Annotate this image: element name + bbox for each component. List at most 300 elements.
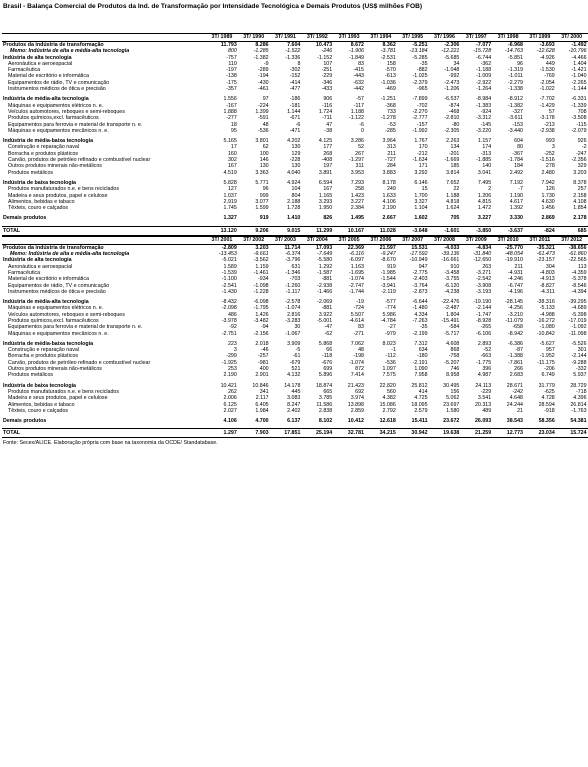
value-cell: -201 [448, 150, 460, 157]
value-cell: -3.637 [492, 226, 524, 235]
value-cell: 6.125 [223, 401, 237, 408]
value-cell: -1.009 [476, 73, 492, 80]
value-cell: 58.356 [538, 418, 555, 425]
value-cell: -3.908 [476, 282, 492, 289]
value-cell: -918 [544, 407, 555, 414]
value-cell: 107 [323, 60, 333, 67]
value-cell: -1.264 [476, 86, 492, 93]
value-cell: -2.265 [571, 79, 587, 86]
value-cell: -31.840 [473, 251, 492, 258]
value-cell: -4.926 [539, 54, 555, 61]
value-cell: 3.041 [477, 169, 492, 176]
value-cell: -1.228 [253, 288, 269, 295]
value-cell: 10.473 [315, 42, 333, 48]
value-cell: -1.539 [221, 269, 237, 276]
value-cell: -1.747 [476, 311, 492, 318]
value-cell: -1.251 [380, 96, 396, 103]
value-cell: -1.025 [412, 73, 428, 80]
column-header: 3T/ 1993 [333, 34, 365, 42]
value-cell: 4.202 [287, 138, 301, 145]
value-cell: -724 [353, 305, 364, 312]
column-header: 3T/ 1990 [238, 34, 270, 42]
value-cell: -577 [385, 299, 396, 306]
value-cell: 1.724 [318, 108, 333, 115]
row-label: Equipamentos de rádio, TV e comunicação [8, 282, 110, 289]
value-cell: -175 [226, 79, 237, 86]
value-cell: 910 [450, 263, 460, 270]
value-cell: 83 [358, 60, 364, 67]
value-cell: 1.472 [477, 205, 492, 212]
row-label: Material de escritório e informática [8, 73, 89, 80]
value-cell: -6.537 [444, 96, 460, 103]
value-cell: 167 [323, 186, 333, 193]
value-cell: 1.624 [446, 205, 460, 212]
value-cell: -3.648 [397, 226, 429, 235]
value-cell: 26.093 [474, 418, 492, 425]
value-cell: -3.220 [476, 127, 492, 134]
row-label: Construção e reparação naval [8, 347, 79, 354]
value-cell: 3.801 [255, 138, 269, 145]
value-cell: -2.873 [412, 288, 428, 295]
value-cell: 23.672 [443, 418, 460, 425]
value-cell: 3.974 [350, 395, 364, 402]
value-cell: 705 [450, 215, 460, 222]
value-cell: -53 [388, 121, 396, 128]
value-cell: -167 [226, 102, 237, 109]
value-cell: -5.207 [444, 359, 460, 366]
value-cell: 304 [545, 263, 555, 270]
value-cell: 11.714 [284, 244, 301, 251]
value-cell: -1.421 [571, 67, 587, 74]
value-cell: -62 [324, 330, 333, 337]
value-cell: 13.898 [347, 401, 364, 408]
value-cell: -4.394 [571, 288, 587, 295]
value-cell: 2.816 [287, 311, 301, 318]
value-cell: -6.644 [412, 299, 428, 306]
value-cell: -3.193 [476, 288, 492, 295]
row-label: Produtos químicos,excl. farmacêuticos [8, 317, 99, 324]
value-cell: 6.594 [318, 179, 333, 186]
value-cell: -2.487 [444, 305, 460, 312]
value-cell: 313 [386, 144, 396, 151]
value-cell: -157 [416, 121, 428, 128]
value-cell: 2.190 [223, 372, 237, 379]
value-cell: -5.001 [317, 317, 333, 324]
value-cell: 2.188 [287, 198, 301, 205]
value-cell: -118 [321, 353, 333, 360]
value-cell: 30 [294, 324, 301, 331]
value-cell: -769 [544, 73, 555, 80]
value-cell: -2.119 [381, 288, 396, 295]
value-cell: -198 [353, 353, 364, 360]
value-cell: -197 [226, 67, 237, 74]
value-cell: 57 [548, 108, 555, 115]
column-header: 3T/ 2002 [238, 236, 270, 244]
value-cell: 249 [386, 186, 396, 193]
value-cell: -8.670 [380, 257, 396, 264]
value-cell: 5.771 [255, 179, 269, 186]
value-cell: 1.556 [223, 96, 237, 103]
value-cell: -4.466 [571, 54, 587, 61]
value-cell: 1.888 [223, 108, 237, 115]
value-cell: 919 [259, 215, 269, 222]
value-cell: 8.102 [318, 418, 333, 425]
row-label: Têxteis, couro e calçados [8, 407, 69, 414]
row-label: Produtos metálicos [8, 372, 54, 379]
value-cell: -289 [257, 67, 269, 74]
row-label: Indústria de média-alta tecnologia [3, 96, 89, 103]
value-cell: -5.378 [571, 276, 587, 283]
value-cell: -6.744 [476, 54, 492, 61]
value-cell: -247 [575, 150, 587, 157]
value-cell: -6.098 [253, 299, 269, 306]
value-cell: -367 [512, 150, 523, 157]
value-cell: -48.054 [505, 251, 523, 258]
value-cell: -5.285 [412, 54, 428, 61]
value-cell: -2.191 [412, 359, 428, 366]
value-cell: -5.133 [539, 305, 555, 312]
value-cell: 1.327 [223, 215, 237, 222]
value-cell: 8.378 [573, 179, 587, 186]
value-cell: 130 [291, 163, 301, 170]
value-cell: 2.893 [477, 340, 492, 347]
row-label: Memo: Indústria de alta e média-alta tecnologia [10, 251, 130, 258]
value-cell: -22.565 [568, 257, 587, 264]
value-cell: 2.178 [573, 215, 587, 222]
value-cell: -3.978 [221, 317, 237, 324]
value-cell: -4.311 [540, 288, 555, 295]
value-cell: 5.868 [318, 340, 333, 347]
value-cell: 3.203 [255, 244, 269, 251]
value-cell: -313 [480, 150, 492, 157]
value-cell: 1.633 [382, 192, 396, 199]
value-cell: -2.542 [476, 276, 492, 283]
value-cell: -1.339 [571, 102, 587, 109]
value-cell: -679 [289, 359, 301, 366]
value-cell: 804 [291, 192, 301, 199]
value-cell: -1.260 [285, 282, 301, 289]
value-cell: 3.292 [414, 169, 428, 176]
value-cell: 184 [514, 163, 523, 170]
value-cell: -5 [295, 347, 301, 354]
value-cell: 2.027 [223, 407, 237, 414]
value-cell: -1.695 [348, 269, 364, 276]
value-cell: -251 [321, 67, 333, 74]
value-cell: -153 [512, 121, 523, 128]
value-cell: -924 [480, 108, 492, 115]
column-header: 3T/ 2000 [556, 34, 588, 42]
value-cell: 2.492 [509, 169, 523, 176]
row-label: Borracha e produtos plásticos [8, 353, 79, 360]
value-cell: 4.630 [541, 198, 555, 205]
value-cell: -461 [257, 86, 269, 93]
value-cell: -443 [353, 73, 364, 80]
value-cell: 2.402 [287, 407, 301, 414]
value-cell: -12.650 [473, 257, 492, 264]
value-cell: -4.689 [571, 305, 587, 312]
value-cell: 7.652 [446, 179, 460, 186]
value-cell: 1.700 [414, 192, 428, 199]
value-cell: 31.779 [538, 382, 555, 389]
value-cell: -228 [289, 157, 301, 164]
value-cell: -27 [388, 324, 396, 331]
value-cell: -2.144 [476, 305, 492, 312]
value-cell: 54.381 [570, 418, 587, 425]
row-label: Equipamentos para ferrovia e material de transporte n. e. [8, 121, 143, 128]
row-label: Outros produtos minerais não-metálicos [8, 163, 102, 170]
value-cell: -271 [353, 330, 364, 337]
value-cell: 919 [386, 263, 396, 270]
value-cell: -13.453 [218, 251, 237, 258]
value-cell: 1.984 [255, 407, 269, 414]
row-label: Outros produtos minerais não-metálicos [8, 366, 102, 373]
value-cell: 733 [386, 108, 396, 115]
value-cell: -584 [448, 324, 460, 331]
value-cell: 8 [297, 60, 301, 67]
value-cell: 95 [230, 127, 237, 134]
value-cell: -57 [356, 96, 364, 103]
value-cell: -15.728 [473, 48, 492, 55]
value-cell: 14.178 [284, 382, 301, 389]
value-cell: 7.575 [382, 372, 396, 379]
row-label: Madeira e seus produtos, papel e celulose [8, 192, 108, 199]
value-cell: -61.473 [536, 251, 555, 258]
value-cell: 25.194 [301, 429, 333, 438]
value-cell: 158 [386, 60, 396, 67]
value-cell: -7.861 [507, 359, 523, 366]
value-cell: 100 [259, 150, 269, 157]
value-cell: 48 [262, 121, 269, 128]
value-cell: -357 [226, 86, 237, 93]
value-cell: -2.775 [412, 269, 428, 276]
value-cell: 127 [227, 186, 237, 193]
header-label-cell [2, 34, 206, 42]
value-cell: 21.423 [347, 382, 364, 389]
value-cell: -1.925 [221, 359, 237, 366]
value-cell: 2.859 [350, 407, 364, 414]
value-cell: -711 [321, 115, 333, 122]
value-cell: 21.597 [379, 244, 396, 251]
value-cell: -1.492 [571, 42, 587, 48]
value-cell: 52 [358, 144, 364, 151]
value-cell: -1.669 [444, 157, 460, 164]
value-cell: 3.203 [573, 169, 587, 176]
column-header: 3T/ 2010 [492, 236, 524, 244]
value-cell: -1.011 [508, 73, 523, 80]
value-cell: 665 [323, 388, 333, 395]
value-cell: 263 [482, 263, 492, 270]
value-cell: 19.638 [429, 429, 461, 438]
value-cell: 7.903 [238, 429, 270, 438]
value-cell: 267 [355, 150, 364, 157]
value-cell: -3.796 [285, 257, 301, 264]
value-cell: -285 [385, 127, 396, 134]
value-cell: 1.144 [287, 108, 301, 115]
value-cell: -4.238 [444, 288, 460, 295]
value-cell: 12.618 [379, 418, 396, 425]
value-cell: 1.410 [287, 215, 301, 222]
value-cell: -4.784 [380, 317, 396, 324]
value-cell: 258 [355, 186, 364, 193]
value-cell: -12.221 [441, 48, 460, 55]
value-cell: -471 [289, 127, 301, 134]
row-label: Memo: Indústria de alta e média-alta tecnologia [10, 48, 130, 55]
row-label: Produtos da indústria de transformação [3, 244, 104, 251]
value-cell: 22.820 [379, 382, 396, 389]
value-cell: 1.188 [446, 192, 460, 199]
value-cell: -3.508 [571, 115, 587, 122]
value-cell: 211 [387, 150, 396, 157]
value-cell: 10.412 [347, 418, 364, 425]
value-cell: 2.579 [414, 407, 428, 414]
row-label: Máquinas e equipamentos mecânicos n. e. [8, 330, 109, 337]
value-cell: 211 [514, 263, 523, 270]
value-cell: -94 [260, 324, 269, 331]
value-cell: 11.028 [365, 226, 397, 235]
value-cell: -702 [416, 102, 428, 109]
value-cell: 4.987 [477, 372, 492, 379]
value-cell: -4.834 [476, 244, 492, 251]
value-cell: 38.543 [506, 418, 523, 425]
page-title: Brasil - Balança Comercial de Produtos da Ind. de Transformação por Intensidade Tecnológica e Demais Produtos (US$ milhões FOB) [3, 3, 423, 10]
value-cell: 10.167 [333, 226, 365, 235]
value-cell: -332 [575, 366, 587, 373]
value-cell: -5.526 [571, 340, 587, 347]
value-cell: 266 [514, 366, 523, 373]
value-cell: 130 [291, 144, 301, 151]
value-cell: -112 [385, 353, 396, 360]
value-cell: -1.338 [507, 86, 523, 93]
value-cell: -38.656 [568, 244, 587, 251]
value-cell: 30.495 [443, 382, 460, 389]
value-cell: -16.272 [536, 317, 555, 324]
value-cell: 3.286 [350, 138, 364, 145]
value-cell: 4.725 [414, 395, 428, 402]
value-cell: -35.321 [536, 244, 555, 251]
value-cell: 7.312 [414, 340, 428, 347]
value-cell: -1.285 [253, 48, 269, 55]
value-cell: -1.152 [317, 54, 333, 61]
value-cell: 21.259 [460, 429, 492, 438]
row-label: Borracha e produtos plásticos [8, 150, 79, 157]
row-label: Produtos manufaturados n.e. e bens reciclados [8, 388, 120, 395]
value-cell: -25.770 [505, 244, 523, 251]
value-cell: -1.906 [348, 48, 364, 55]
row-label: Veículos automotores, reboques e semi-reboques [8, 311, 125, 318]
value-cell: -212 [416, 150, 428, 157]
value-cell: 6.405 [255, 401, 269, 408]
value-cell: 253 [227, 366, 237, 373]
row-label: Construção e reparação naval [8, 144, 79, 151]
value-cell: 4.818 [446, 198, 460, 205]
value-cell: 126 [545, 186, 555, 193]
value-cell: -758 [448, 353, 460, 360]
row-label: Instrumentos médicos de ótica e precisão [8, 86, 106, 93]
value-cell: 104 [291, 186, 301, 193]
value-cell: -882 [416, 67, 428, 74]
value-cell: 5.062 [446, 395, 460, 402]
value-cell: 7.942 [541, 179, 555, 186]
value-cell: -1.952 [539, 353, 555, 360]
value-cell: 4.648 [509, 395, 523, 402]
row-label: Indústria de média-baixa tecnologia [3, 340, 94, 347]
value-cell: -1.117 [285, 288, 301, 295]
row-label: Têxteis, couro e calçados [8, 205, 69, 212]
value-cell: 906 [323, 96, 333, 103]
column-header: 3T/ 1989 [206, 34, 238, 42]
value-cell: -2.747 [348, 282, 364, 289]
value-cell: 3.363 [255, 169, 269, 176]
value-cell: -7 [518, 186, 523, 193]
value-cell: 170 [418, 144, 428, 151]
value-cell: -213 [544, 121, 555, 128]
value-cell: 80 [517, 144, 523, 151]
value-cell: -23.157 [536, 257, 555, 264]
value-cell: 174 [482, 144, 492, 151]
value-cell: 5.165 [223, 138, 237, 145]
value-cell: -206 [544, 366, 555, 373]
value-cell: -2.270 [412, 108, 428, 115]
value-cell: -591 [257, 115, 269, 122]
value-cell: 0 [361, 127, 364, 134]
value-cell: -5.685 [444, 54, 460, 61]
value-cell: 1.730 [541, 192, 555, 199]
value-cell: -992 [448, 73, 460, 80]
column-header: 3T/ 1995 [397, 34, 429, 42]
value-cell: -9.288 [571, 359, 587, 366]
value-cell: -2 [581, 144, 587, 151]
value-cell: -8.942 [507, 330, 523, 337]
table-row [2, 244, 588, 251]
value-cell: 4.382 [382, 395, 396, 402]
value-cell: -663 [480, 353, 492, 360]
value-cell: -2.305 [444, 127, 460, 134]
value-cell: -6.116 [349, 251, 364, 258]
value-cell: -8.546 [571, 282, 587, 289]
value-cell: -881 [321, 305, 333, 312]
trade-table-1 [2, 33, 588, 236]
value-cell: 2.158 [573, 192, 587, 199]
value-cell: -1.849 [348, 54, 364, 61]
value-cell: 18.874 [315, 382, 333, 389]
row-label: TOTAL [2, 226, 206, 235]
value-cell: 20.313 [474, 401, 492, 408]
value-cell: -2.054 [539, 79, 555, 86]
value-cell: 7.293 [350, 179, 364, 186]
value-cell: -2.541 [221, 282, 237, 289]
value-cell: -4.913 [539, 276, 555, 283]
value-cell: 30.942 [397, 429, 429, 438]
value-cell: 311 [355, 163, 364, 170]
value-cell: -3.210 [507, 311, 523, 318]
value-cell: -17.019 [568, 317, 587, 324]
value-cell: -35 [419, 60, 428, 67]
value-cell: 7.192 [509, 179, 523, 186]
value-cell: 11.299 [301, 226, 333, 235]
value-cell: -5.580 [317, 257, 333, 264]
value-cell: -2.279 [507, 79, 523, 86]
value-cell: -10.842 [536, 330, 555, 337]
value-cell: -3.482 [253, 317, 269, 324]
value-cell: 3.227 [477, 215, 492, 222]
value-cell: 18 [230, 121, 237, 128]
value-cell: 7.958 [414, 372, 428, 379]
value-cell: 2.480 [541, 169, 555, 176]
row-label: Produtos químicos,excl. farmacêuticos [8, 115, 99, 122]
value-cell: -87 [515, 347, 523, 354]
value-cell: -152 [289, 73, 301, 80]
value-cell: -4.803 [539, 269, 555, 276]
